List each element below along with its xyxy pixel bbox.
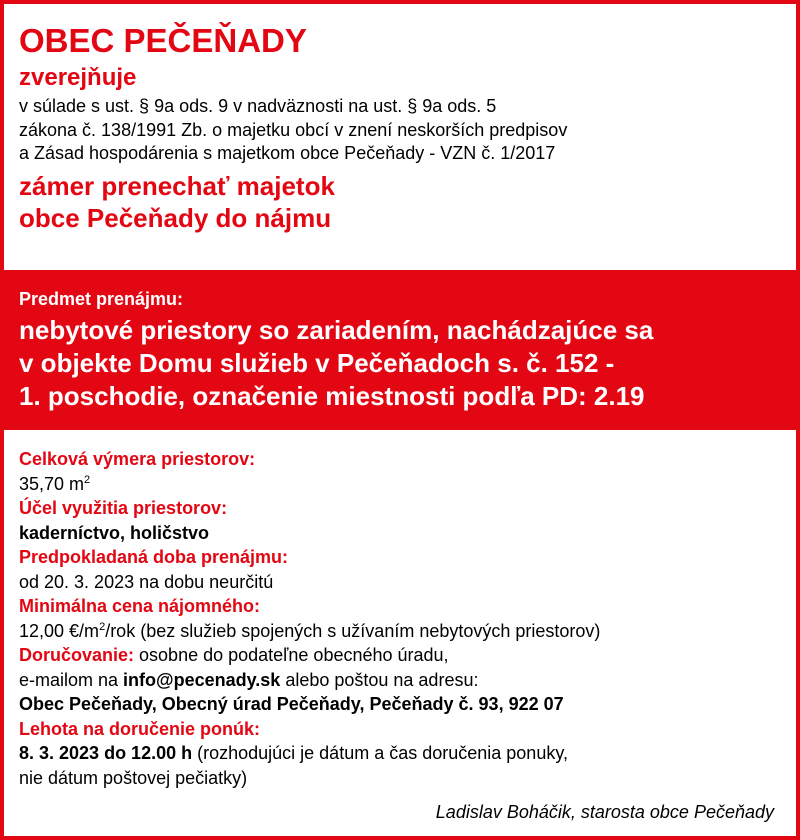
- subject-line: v objekte Domu služieb v Pečeňadoch s. č. 152 -: [19, 348, 615, 378]
- subject-description: [19, 314, 796, 413]
- area-number: 35,70 m: [19, 473, 85, 494]
- page-title: OBEC PEČEŇADY: [19, 22, 307, 59]
- delivery-email-suffix: alebo poštou na adresu:: [280, 669, 479, 690]
- legal-line: v súlade s ust. § 9a ods. 9 v nadväznosti na ust. § 9a ods. 5: [19, 96, 497, 116]
- price-note: /rok (bez služieb spojených s užívaním nebytových priestorov): [105, 620, 601, 641]
- subject-label: Predmet prenájmu:: [19, 289, 184, 309]
- delivery-text: osobne do podateľne obecného úradu,: [134, 645, 449, 665]
- price-value: [19, 619, 789, 644]
- delivery-email-prefix: e-mailom na: [19, 669, 124, 690]
- delivery-email: info@pecenady.sk: [123, 669, 281, 690]
- intent-line: zámer prenechať majetok: [19, 170, 335, 201]
- deadline-note-2: nie dátum poštovej pečiatky): [19, 767, 248, 788]
- deadline-line: [19, 741, 789, 766]
- period-value: od 20. 3. 2023 na dobu neurčitú: [19, 571, 274, 592]
- price-label: Minimálna cena nájomného:: [19, 596, 261, 616]
- area-label: Celková výmera priestorov:: [19, 449, 256, 469]
- area-value: [19, 472, 789, 497]
- details-section: [19, 447, 789, 790]
- delivery-line: [19, 643, 789, 668]
- purpose-value: kaderníctvo, holičstvo: [19, 522, 210, 543]
- deadline-note: (rozhodujúci je dátum a čas doručenia ponuky,: [192, 743, 568, 763]
- area-unit-sup: 2: [84, 473, 91, 486]
- legal-line: zákona č. 138/1991 Zb. o majetku obcí v znení neskorších predpisov: [19, 119, 568, 140]
- delivery-label: Doručovanie:: [19, 645, 135, 665]
- legal-basis: [19, 95, 796, 166]
- purpose-label: Účel využitia priestorov:: [19, 498, 228, 518]
- deadline-value: 8. 3. 2023 do 12.00 h: [19, 743, 193, 763]
- delivery-address: Obec Pečeňady, Obecný úrad Pečeňady, Pečeňady č. 93, 922 07: [19, 694, 564, 714]
- deadline-label: Lehota na doručenie ponúk:: [19, 718, 261, 739]
- price-amount: 12,00 €/m: [19, 620, 100, 641]
- period-label: Predpokladaná doba prenájmu:: [19, 547, 289, 567]
- subject-line: 1. poschodie, označenie miestnosti podľa PD: 2.19: [19, 381, 645, 411]
- intent-line: obce Pečeňady do nájmu: [19, 202, 332, 233]
- delivery-email-line: [19, 668, 789, 693]
- legal-line: a Zásad hospodárenia s majetkom obce Pečeňady - VZN č. 1/2017: [19, 143, 556, 163]
- publishes-heading: zverejňuje: [19, 64, 137, 91]
- price-unit-sup: 2: [99, 620, 106, 633]
- subject-band: [4, 270, 796, 430]
- intent-heading: [19, 170, 796, 234]
- signature: Ladislav Boháčik, starosta obce Pečeňady: [435, 802, 774, 822]
- notice-header: [4, 4, 796, 234]
- subject-line: nebytové priestory so zariadením, nachádzajúce sa: [19, 315, 654, 345]
